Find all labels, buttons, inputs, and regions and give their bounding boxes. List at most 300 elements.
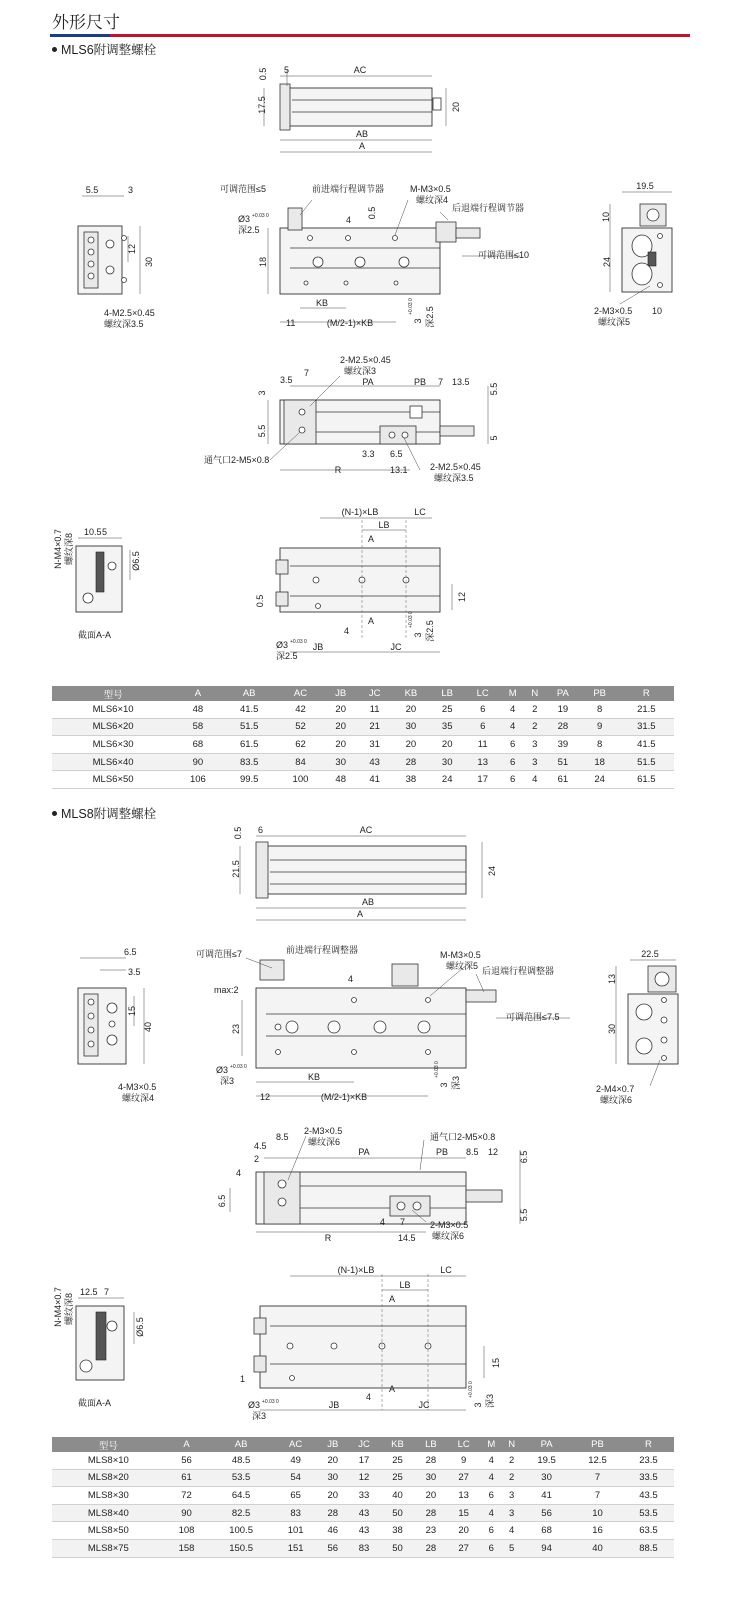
- table-header-cell: PA: [521, 1437, 572, 1452]
- mls6-rear-adjuster: 后退端行程调节器: [452, 203, 525, 213]
- mls8-side-7: 7: [400, 1217, 406, 1227]
- mls6-end-note2: 螺纹深3.5: [104, 319, 144, 329]
- mls8-d12: 12: [260, 1092, 271, 1102]
- table-cell: 43: [348, 1504, 380, 1522]
- table-cell: 100.5: [208, 1522, 273, 1540]
- mls8-dim-ab: AB: [361, 897, 375, 907]
- table-row: [52, 1469, 674, 1487]
- table-header-cell: AC: [274, 1437, 318, 1452]
- mls6-bot-phi3: Ø3: [276, 640, 289, 650]
- mls6-side-5-5a: 5.5: [489, 382, 499, 396]
- mls8-bot-a2: A: [388, 1384, 396, 1394]
- table-cell: 4: [501, 701, 525, 718]
- table-cell: 50: [380, 1504, 415, 1522]
- mls8-bot-jb: JB: [328, 1400, 340, 1410]
- table-cell: 94: [521, 1539, 572, 1557]
- table-cell: 20: [392, 701, 430, 718]
- mls8-m-depth: 螺纹深5: [446, 961, 479, 971]
- table-header-cell: JB: [324, 686, 357, 701]
- mls6-right-note1: 2-M3×0.5: [594, 306, 633, 316]
- mls8-side-14-5: 14.5: [398, 1233, 416, 1243]
- mls8-side-pa: PA: [358, 1147, 370, 1157]
- table-cell: 2: [502, 1452, 521, 1469]
- mls8-top-endplate: [256, 842, 268, 898]
- table-cell: 51.5: [619, 753, 674, 771]
- table-cell: 25: [430, 701, 465, 718]
- table-cell: 31: [357, 736, 392, 754]
- mls8-side-5-5: 5.5: [519, 1208, 529, 1222]
- table-cell: 150.5: [208, 1539, 273, 1557]
- table-header-cell: PB: [572, 1437, 623, 1452]
- table-cell: 20: [447, 1522, 480, 1540]
- table-cell: 30: [521, 1469, 572, 1487]
- table-cell: 19.5: [521, 1452, 572, 1469]
- mls8-bot-15: 15: [491, 1357, 501, 1369]
- table-cell: 24: [430, 771, 465, 789]
- mls6-d3-tol: +0.03 0: [408, 298, 414, 315]
- table-cell: 101: [274, 1522, 318, 1540]
- table-cell: 6: [480, 1487, 502, 1505]
- table-cell: 5: [502, 1539, 521, 1557]
- table-cell: 56: [317, 1539, 348, 1557]
- table-cell: 56: [521, 1504, 572, 1522]
- table-cell: 24: [581, 771, 619, 789]
- mls6-side-7b: 7: [438, 377, 444, 387]
- table-row: [52, 1539, 674, 1557]
- table-cell: 53.5: [623, 1504, 674, 1522]
- table-cell: 41: [357, 771, 392, 789]
- table-cell: 38: [392, 771, 430, 789]
- mls6-depth-2-5: 深2.5: [425, 306, 435, 328]
- table-cell: 64.5: [208, 1487, 273, 1505]
- table-cell: MLS8×20: [52, 1469, 165, 1487]
- mls6-right-note2: 螺纹深5: [598, 317, 631, 327]
- table-header-cell: AC: [277, 686, 324, 701]
- table-cell: 33.5: [623, 1469, 674, 1487]
- mls8-right-note2: 螺纹深6: [600, 1095, 633, 1105]
- table-header-cell: PB: [581, 686, 619, 701]
- table-cell: 23.5: [623, 1452, 674, 1469]
- table-cell: 68: [521, 1522, 572, 1540]
- mls6-dim-ab: AB: [355, 129, 369, 139]
- table-header-cell: R: [619, 686, 674, 701]
- table-cell: 31.5: [619, 718, 674, 736]
- table-cell: 30: [430, 753, 465, 771]
- mls8-d3-tol: +0.03 0: [434, 1061, 440, 1078]
- table-cell: MLS6×30: [52, 736, 174, 754]
- mls8-side-r: R: [324, 1233, 332, 1243]
- mls6-side-3-3: 3.3: [362, 449, 375, 459]
- table-cell: 15: [447, 1504, 480, 1522]
- table-cell: 53.5: [208, 1469, 273, 1487]
- table-cell: MLS6×20: [52, 718, 174, 736]
- mls6-adj-range-right: 可调范围≤10: [478, 250, 529, 260]
- mls8-side-2: 2: [254, 1154, 260, 1164]
- table-cell: MLS8×40: [52, 1504, 165, 1522]
- table-cell: 41.5: [222, 701, 277, 718]
- table-cell: 11: [465, 736, 501, 754]
- table-header-cell: N: [502, 1437, 521, 1452]
- table-cell: 20: [392, 736, 430, 754]
- table-header-cell: LB: [415, 1437, 447, 1452]
- table-cell: 4: [480, 1504, 502, 1522]
- mls6-d3: 3: [413, 318, 423, 324]
- mls6-bot-depth: 深2.5: [276, 651, 298, 661]
- mls8-right-body: [628, 994, 678, 1064]
- table-header-cell: LC: [447, 1437, 480, 1452]
- table-cell: 25: [380, 1469, 415, 1487]
- mls8-sec-caption: 截面A-A: [78, 1398, 112, 1408]
- table-cell: 12.5: [572, 1452, 623, 1469]
- mls8-side-8-5b: 8.5: [466, 1147, 479, 1157]
- table-row: [52, 1504, 674, 1522]
- table-header-cell: AB: [208, 1437, 273, 1452]
- table-cell: 6: [501, 771, 525, 789]
- table-cell: 72: [165, 1487, 209, 1505]
- table-header-cell: R: [623, 1437, 674, 1452]
- mls6-bot-a: A: [367, 534, 375, 544]
- mls8-right-note1: 2-M4×0.7: [596, 1084, 635, 1094]
- mls6-bot-3: 3: [413, 632, 423, 638]
- table-cell: 84: [277, 753, 324, 771]
- mls6-end-3: 3: [128, 185, 134, 195]
- table-cell: 27: [447, 1469, 480, 1487]
- table-row: [52, 1487, 674, 1505]
- table-cell: 28: [415, 1539, 447, 1557]
- table-cell: 8: [581, 701, 619, 718]
- table-cell: 20: [324, 701, 357, 718]
- table-cell: 51: [545, 753, 581, 771]
- table-cell: 106: [174, 771, 221, 789]
- table-header-cell: KB: [392, 686, 430, 701]
- table-cell: 20: [324, 736, 357, 754]
- table-cell: 20: [317, 1452, 348, 1469]
- table-header-cell: LB: [430, 686, 465, 701]
- table-cell: MLS8×30: [52, 1487, 165, 1505]
- table-cell: 6: [480, 1522, 502, 1540]
- table-cell: 56: [165, 1452, 209, 1469]
- mls8-dim-24: 24: [487, 865, 497, 877]
- mls6-side-13-1: 13.1: [390, 465, 408, 475]
- mls8-phi3-depth: 深3: [220, 1076, 235, 1086]
- table-cell: 38: [380, 1522, 415, 1540]
- mls8-right-view: [596, 949, 678, 1105]
- table-cell: 100: [277, 771, 324, 789]
- mls8-bot-a: A: [388, 1294, 396, 1304]
- table-cell: 35: [430, 718, 465, 736]
- table-cell: MLS6×40: [52, 753, 174, 771]
- mls6-right-24: 24: [602, 256, 612, 268]
- table-cell: 2: [525, 718, 546, 736]
- table-cell: 23: [415, 1522, 447, 1540]
- table-cell: 4: [480, 1469, 502, 1487]
- mls8-bot-lc: LC: [440, 1265, 452, 1275]
- mls8-phi3: Ø3: [216, 1065, 229, 1075]
- table-cell: 90: [174, 753, 221, 771]
- table-cell: 158: [165, 1539, 209, 1557]
- mls8-adj-range-right: 可调范围≤7.5: [506, 1012, 560, 1022]
- mls8-sec-phi: Ø6.5: [135, 1317, 145, 1337]
- mls6-side-note4: 螺纹深3.5: [434, 473, 474, 483]
- mls8-side-6-5a: 6.5: [519, 1150, 529, 1164]
- mls6-side-5: 5: [489, 435, 499, 441]
- mls8-dim-a: A: [356, 909, 364, 919]
- mls8-front-view: [196, 944, 570, 1102]
- table-cell: 99.5: [222, 771, 277, 789]
- table-cell: 17: [465, 771, 501, 789]
- mls6-dim-a: A: [358, 141, 366, 151]
- table-cell: 8: [581, 736, 619, 754]
- mls8-bot-phi3: Ø3: [248, 1400, 261, 1410]
- table-cell: 65: [274, 1487, 318, 1505]
- mls6-fwd-adjuster: 前进端行程调节器: [312, 184, 385, 194]
- mls8-d23: 23: [231, 1023, 241, 1035]
- table-cell: 11: [357, 701, 392, 718]
- mls8-side-note3: 2-M3×0.5: [430, 1220, 469, 1230]
- mls8-dim-6: 6: [258, 825, 264, 835]
- table-cell: 2: [502, 1469, 521, 1487]
- mls6-bot-jc: JC: [390, 642, 402, 652]
- mls8-end-40: 40: [143, 1021, 153, 1033]
- mls8-end-6-5: 6.5: [124, 947, 137, 957]
- mls8-kb: KB: [307, 1072, 321, 1082]
- table-cell: 4: [502, 1522, 521, 1540]
- table-cell: 6: [501, 753, 525, 771]
- mls8-adj-range-left: 可调范围≤7: [196, 949, 242, 959]
- mls6-sec-5: 5: [102, 527, 108, 537]
- mls6-kb: KB: [315, 298, 329, 308]
- mls6-side-vent: 通气口2-M5×0.8: [204, 455, 270, 465]
- mls8-side-4b: 4: [380, 1217, 386, 1227]
- table-body: [52, 1452, 674, 1557]
- mls6-bot-lb: LB: [378, 520, 390, 530]
- table-cell: 6: [501, 736, 525, 754]
- mls8-top-view: [231, 825, 497, 920]
- table-row: [52, 1452, 674, 1469]
- table-cell: 52: [277, 718, 324, 736]
- table-cell: 3: [525, 736, 546, 754]
- table-cell: 28: [392, 753, 430, 771]
- table-cell: 33: [348, 1487, 380, 1505]
- table-header-row: [52, 1437, 674, 1452]
- table-cell: 54: [274, 1469, 318, 1487]
- mls8-right-22-5: 22.5: [641, 949, 659, 959]
- table-cell: 48: [174, 701, 221, 718]
- mls8-sec-depth: 螺纹深8: [64, 1292, 74, 1326]
- table-cell: 3: [502, 1487, 521, 1505]
- table-header-cell: AB: [222, 686, 277, 701]
- mls8-bot-nlb: (N-1)×LB: [337, 1265, 375, 1275]
- table-cell: 30: [415, 1469, 447, 1487]
- mls8-bot-jc: JC: [418, 1400, 430, 1410]
- table-cell: 21: [357, 718, 392, 736]
- table-cell: 10: [572, 1504, 623, 1522]
- table-cell: 4: [525, 771, 546, 789]
- mls6-right-19-5: 19.5: [636, 181, 654, 191]
- mls8-sec-12-5: 12.5: [80, 1287, 98, 1297]
- mls8-section-aa: [53, 1287, 145, 1408]
- table-cell: 30: [324, 753, 357, 771]
- mls8-side-6-5b: 6.5: [217, 1194, 227, 1208]
- table-cell: MLS6×50: [52, 771, 174, 789]
- table-cell: 4: [501, 718, 525, 736]
- table-cell: 43.5: [623, 1487, 674, 1505]
- mls8-dim-0-5: 0.5: [233, 826, 243, 840]
- mls6-right-10b: 10: [652, 306, 663, 316]
- table-cell: 42: [277, 701, 324, 718]
- table-cell: 83.5: [222, 753, 277, 771]
- table-cell: 83: [348, 1539, 380, 1557]
- mls6-bot-depth2: 深2.5: [425, 620, 435, 642]
- mls8-rear-adjuster: 后退端行程调整器: [482, 966, 555, 976]
- table-cell: 48: [324, 771, 357, 789]
- mls6-end-12: 12: [127, 243, 137, 255]
- table-cell: 68: [174, 736, 221, 754]
- mls6-side-3-5: 3.5: [280, 375, 293, 385]
- table-cell: 151: [274, 1539, 318, 1557]
- table-cell: 28: [545, 718, 581, 736]
- mls8-side-pb: PB: [435, 1147, 449, 1157]
- table-cell: 61.5: [222, 736, 277, 754]
- mls8-dim-21-5: 21.5: [231, 860, 241, 878]
- table-cell: 6: [465, 718, 501, 736]
- mls6-sec-10-5: 10.5: [84, 527, 102, 537]
- mls6-m-depth: 螺纹深4: [416, 195, 449, 205]
- table-cell: 41.5: [619, 736, 674, 754]
- mls8-fwd-adjuster: 前进端行程调整器: [286, 945, 359, 955]
- mls6-dim-ac: AC: [353, 65, 367, 75]
- mls8-side-8-5: 8.5: [276, 1132, 289, 1142]
- section-heading-mls6: MLS6附调整螺栓: [52, 40, 156, 58]
- table-cell: 3: [525, 753, 546, 771]
- mls8-spec-table: [52, 1437, 674, 1558]
- mls8-side-4-5: 4.5: [254, 1141, 267, 1151]
- table-header-cell: KB: [380, 1437, 415, 1452]
- mls6-d18: 18: [258, 256, 268, 268]
- mls6-dim-5: 5: [284, 65, 290, 75]
- mls6-sec-depth: 螺纹深8: [64, 532, 74, 566]
- table-cell: MLS8×10: [52, 1452, 165, 1469]
- mls6-side-pa: PA: [362, 377, 374, 387]
- table-cell: 2: [525, 701, 546, 718]
- table-cell: 7: [572, 1469, 623, 1487]
- mls8-side-12: 12: [488, 1147, 499, 1157]
- table-header-cell: JB: [317, 1437, 348, 1452]
- mls8-sec-7: 7: [104, 1287, 110, 1297]
- mls8-side-note2: 螺纹深6: [308, 1137, 341, 1147]
- mls6-right-10: 10: [601, 211, 611, 223]
- table-cell: 20: [317, 1487, 348, 1505]
- mls6-bot-0-5: 0.5: [255, 594, 265, 608]
- table-cell: 61: [545, 771, 581, 789]
- table-cell: 18: [581, 753, 619, 771]
- table-cell: 61.5: [619, 771, 674, 789]
- mls8-end-15: 15: [127, 1005, 137, 1017]
- table-cell: 62: [277, 736, 324, 754]
- mls6-side-5-5b: 5.5: [257, 424, 267, 438]
- table-cell: 28: [415, 1504, 447, 1522]
- table-cell: 20: [324, 718, 357, 736]
- mls8-d3: 3: [439, 1082, 449, 1088]
- mls8-end-view: [78, 947, 156, 1103]
- table-cell: 108: [165, 1522, 209, 1540]
- table-cell: 58: [174, 718, 221, 736]
- mls6-d4: 4: [346, 215, 352, 225]
- table-cell: 43: [357, 753, 392, 771]
- mls6-end-note1: 4-M2.5×0.45: [104, 308, 155, 318]
- mls6-dim-20: 20: [451, 101, 461, 113]
- mls6-bot-3-tol: +0.03 0: [408, 611, 414, 628]
- table-cell: 30: [317, 1469, 348, 1487]
- mls8-bot-4: 4: [366, 1392, 372, 1402]
- mls8-bot-1: 1: [240, 1374, 246, 1384]
- table-cell: 39: [545, 736, 581, 754]
- table-header-cell: N: [525, 686, 546, 701]
- table-cell: 4: [480, 1452, 502, 1469]
- mls8-bot-depth: 深3: [252, 1411, 267, 1421]
- table-header-cell: LC: [465, 686, 501, 701]
- table-cell: 28: [415, 1452, 447, 1469]
- table-cell: 90: [165, 1504, 209, 1522]
- table-cell: 9: [447, 1452, 480, 1469]
- mls6-side-pb: PB: [413, 377, 427, 387]
- mls6-mkb: (M/2-1)×KB: [326, 318, 374, 328]
- mls6-side-13-5: 13.5: [452, 377, 470, 387]
- table-cell: 43: [348, 1522, 380, 1540]
- mls6-m-thread: M-M3×0.5: [410, 184, 451, 194]
- mls6-sec-n: N-M4×0.7: [53, 529, 63, 569]
- table-cell: 6: [480, 1539, 502, 1557]
- table-cell: 7: [572, 1487, 623, 1505]
- mls6-bot-a2: A: [367, 616, 375, 626]
- mls8-depth3: 深3: [451, 1075, 461, 1091]
- mls6-side-note2: 螺纹深3: [344, 366, 377, 376]
- page-title: 外形尺寸: [52, 13, 120, 32]
- mls6-side-note1: 2-M2.5×0.45: [340, 355, 391, 365]
- table-cell: 19: [545, 701, 581, 718]
- table-cell: MLS8×50: [52, 1522, 165, 1540]
- mls8-side-vent: 通气口2-M5×0.8: [430, 1132, 496, 1142]
- table-cell: 41: [521, 1487, 572, 1505]
- mls8-bot-lb: LB: [399, 1280, 411, 1290]
- mls8-max2: max:2: [214, 985, 239, 995]
- table-cell: 20: [430, 736, 465, 754]
- table-cell: 61: [165, 1469, 209, 1487]
- mls8-d4: 4: [348, 974, 354, 984]
- table-cell: 17: [348, 1452, 380, 1469]
- mls6-dim-0-5: 0.5: [258, 67, 268, 81]
- mls6-bot-12: 12: [457, 591, 467, 603]
- mls6-side-note3: 2-M2.5×0.45: [430, 462, 481, 472]
- table-cell: 6: [465, 701, 501, 718]
- mls6-bot-lc: LC: [414, 507, 426, 517]
- mls8-end-3-5: 3.5: [128, 967, 141, 977]
- mls6-phi3: Ø3: [238, 214, 251, 224]
- mls6-phi3-depth: 深2.5: [238, 225, 260, 235]
- table-cell: 50: [380, 1539, 415, 1557]
- table-cell: 28: [317, 1504, 348, 1522]
- mls8-top-body: [266, 846, 466, 894]
- table-header-cell: 型号: [52, 686, 174, 701]
- table-cell: 88.5: [623, 1539, 674, 1557]
- mls8-end-note2: 螺纹深4: [122, 1093, 155, 1103]
- table-cell: 13: [447, 1487, 480, 1505]
- table-cell: MLS6×10: [52, 701, 174, 718]
- mls6-bot-nlb: (N-1)×LB: [341, 507, 379, 517]
- table-header-cell: JC: [357, 686, 392, 701]
- table-header-cell: JC: [348, 1437, 380, 1452]
- mls6-bot-phi-tol: +0.03 0: [290, 639, 307, 645]
